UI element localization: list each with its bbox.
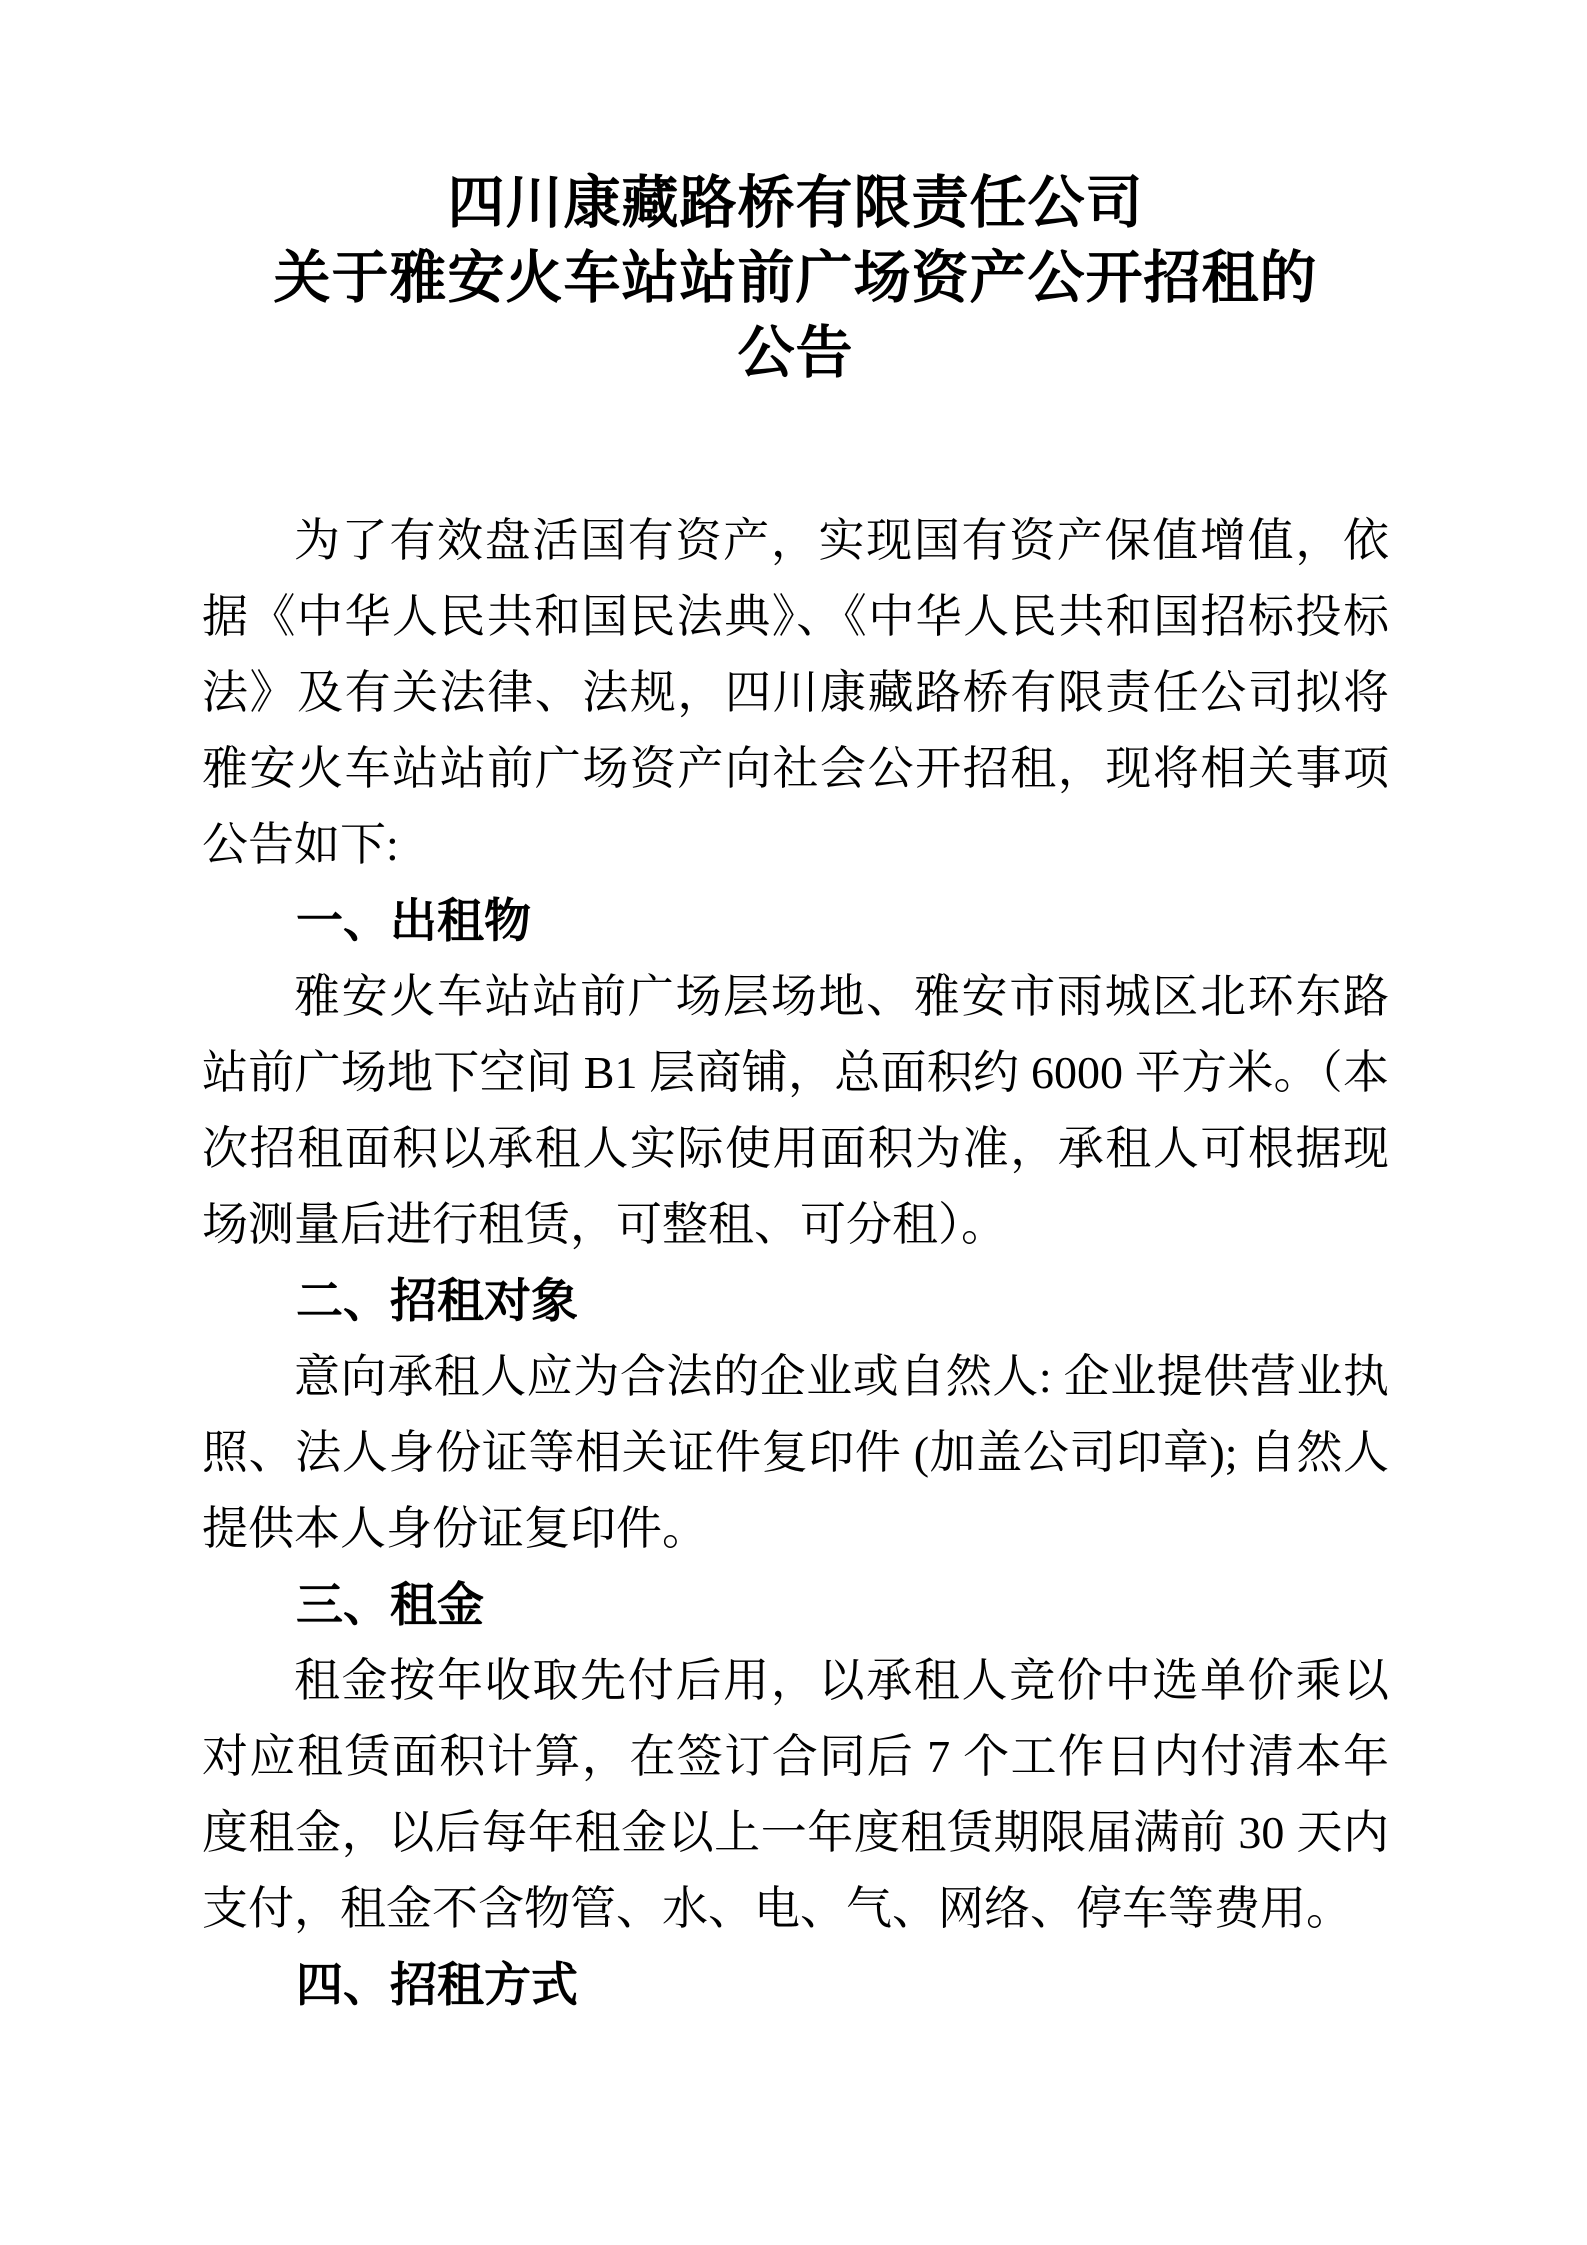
intro-paragraph: 为了有效盘活国有资产，实现国有资产保值增值，依据《中华人民共和国民法典》、《中华人民共和国招标投标法》及有关法律、法规，四川康藏路桥有限责任公司拟将雅安火车站站前广场资产向社会公开招租，现将相关事项公告如下: — [202, 515, 1389, 871]
section-heading-2: 二、招租对象 — [296, 1274, 578, 1328]
section-paragraph-2: 意向承租人应为合法的企业或自然人: 企业提供营业执照、法人身份证等相关证件复印件 (加盖公司印章); 自然人提供本人身份证复印件。 — [202, 1351, 1389, 1555]
section-paragraph-1: 雅安火车站站前广场层场地、雅安市雨城区北环东路站前广场地下空间 B1 层商铺，总面积约 6000 平方米。（本次招租面积以承租人实际使用面积为准，承租人可根据现场测量后进行租赁，可整租、可分租）。 — [202, 971, 1389, 1251]
title-line-2: 关于雅安火车站站前广场资产公开招租的 — [273, 247, 1318, 311]
section-heading-3: 三、租金 — [296, 1578, 484, 1632]
document-title — [202, 166, 1389, 391]
section-paragraph-3: 租金按年收取先付后用，以承租人竞价中选单价乘以对应租赁面积计算，在签订合同后 7 个工作日内付清本年度租金，以后每年租金以上一年度租赁期限届满前 30 天内支付，租金不含物管、水、电、气、网络、停车等费用。 — [202, 1655, 1389, 1935]
section-heading-1: 一、出租物 — [296, 894, 531, 948]
title-line-3: 公告 — [737, 322, 854, 386]
document-body — [202, 503, 1389, 2023]
section-heading-4: 四、招租方式 — [296, 1958, 578, 2012]
title-line-1: 四川康藏路桥有限责任公司 — [447, 172, 1144, 236]
